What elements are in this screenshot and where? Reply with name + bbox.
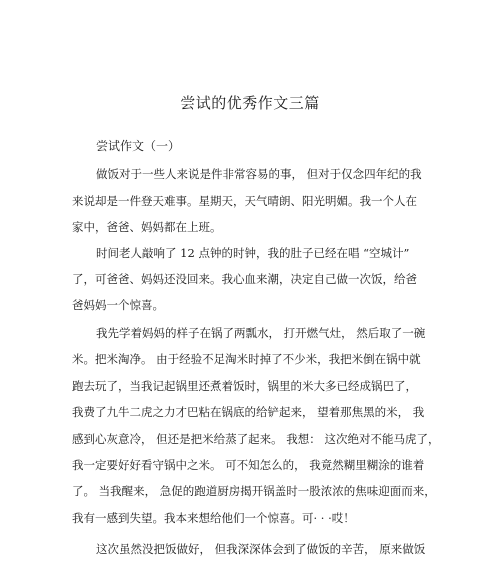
paragraph-line: 跑去玩了，当我记起锅里还煮着饭时，锅里的米大多已经成锅巴了，	[72, 379, 417, 393]
paragraph-line: 家中，爸爸、妈妈都在上班。	[72, 220, 222, 234]
paragraph-line: 米。把米淘净。 由于经验不足淘米时掉了不少米，我把米倒在锅中就	[72, 352, 421, 366]
paragraph-line: 爸妈妈一个惊喜。	[72, 298, 164, 312]
paragraph-line: 我费了九牛二虎之力才巴粘在锅底的给铲起来， 望着那焦黑的米， 我	[72, 405, 425, 419]
paragraph-line: 时间老人敲响了 12 点钟的时钟，我的肚子已经在唱 “空城计”	[96, 246, 410, 260]
document-title: 尝试的优秀作文三篇	[180, 94, 320, 112]
section-heading: 尝试作文（一）	[96, 139, 181, 153]
paragraph-line: 我有一感到失望。我本来想给他们一个惊喜。可· · ·哎！	[72, 511, 355, 525]
paragraph-line: 了，可爸爸、妈妈还没回来。我心血来潮，决定自己做一次饭，给爸	[72, 272, 417, 286]
paragraph-line: 我先学着妈妈的样子在锅了两瓢水， 打开燃气灶， 然后取了一碗	[96, 326, 426, 340]
paragraph-line: 这次虽然没把饭做好， 但我深深体会到了做饭的辛苦， 原来做饭	[96, 542, 426, 556]
paragraph-line: 我一定要好好看守锅中之米。 可不知怎么的， 我竟然糊里糊涂的谁着	[72, 458, 425, 472]
paragraph-line: 来说却是一件登天难事。星期天，天气晴朗、阳光明媚。我一个人在	[72, 194, 417, 208]
paragraph-line: 做饭对于一些人来说是件非常容易的事， 但对于仅念四年纪的我	[96, 167, 422, 181]
paragraph-line: 了。 当我醒来， 急促的跑道厨房揭开锅盖时一股浓浓的焦味迎面而来，	[72, 484, 436, 498]
paragraph-line: 感到心灰意冷， 但还是把米给蒸了起来。 我想： 这次绝对不能马虎了，	[72, 432, 440, 446]
